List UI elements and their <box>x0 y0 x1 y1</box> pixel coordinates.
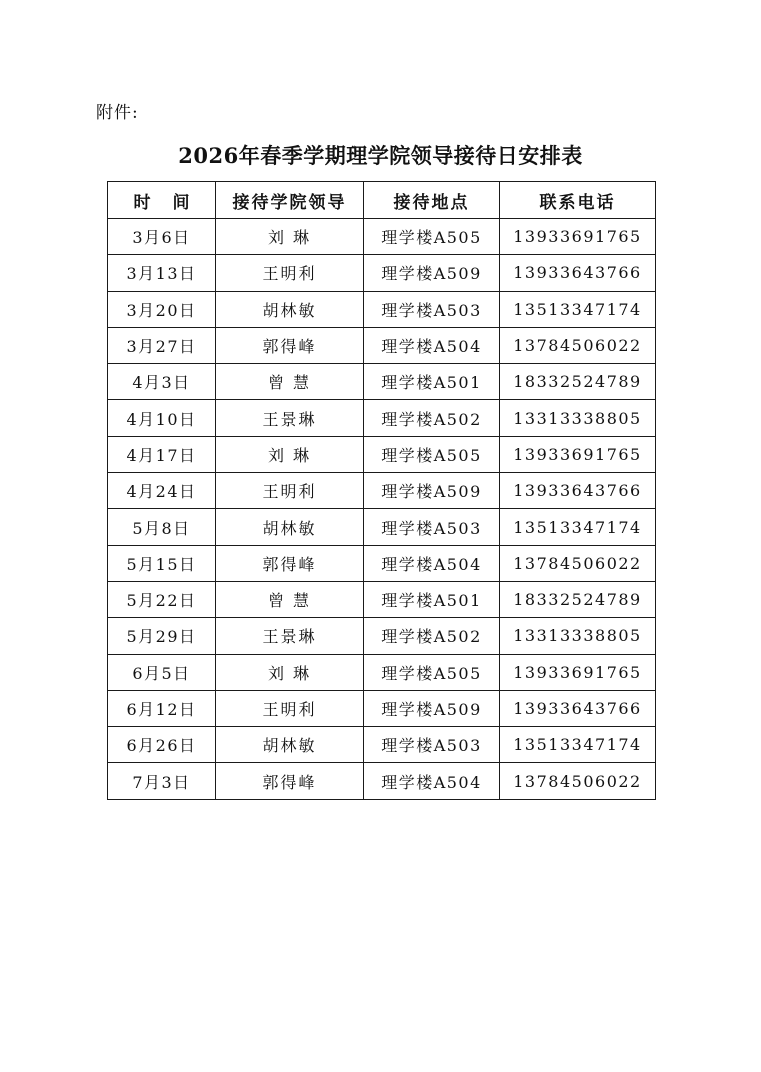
cell-place: 理学楼A502 <box>364 400 500 436</box>
cell-date: 4月3日 <box>108 364 216 400</box>
cell-leader: 王景琳 <box>216 618 364 654</box>
cell-date: 3月6日 <box>108 219 216 255</box>
document-title: 2026年春季学期理学院领导接待日安排表 <box>178 143 583 168</box>
cell-place: 理学楼A503 <box>364 727 500 763</box>
cell-phone: 13313338805 <box>500 618 656 654</box>
cell-place: 理学楼A501 <box>364 581 500 617</box>
cell-phone: 13933643766 <box>500 473 656 509</box>
cell-phone: 13933691765 <box>500 654 656 690</box>
table-row <box>108 327 656 363</box>
cell-phone: 13513347174 <box>500 291 656 327</box>
cell-leader: 曾 慧 <box>216 581 364 617</box>
table-row <box>108 364 656 400</box>
cell-place: 理学楼A503 <box>364 291 500 327</box>
table-row <box>108 509 656 545</box>
cell-leader: 郭得峰 <box>216 763 364 799</box>
cell-leader: 王明利 <box>216 255 364 291</box>
cell-phone: 18332524789 <box>500 364 656 400</box>
cell-date: 3月27日 <box>108 327 216 363</box>
table-row <box>108 291 656 327</box>
cell-date: 5月8日 <box>108 509 216 545</box>
cell-phone: 18332524789 <box>500 581 656 617</box>
cell-leader: 郭得峰 <box>216 545 364 581</box>
table-row <box>108 255 656 291</box>
cell-date: 3月13日 <box>108 255 216 291</box>
cell-leader: 刘 琳 <box>216 436 364 472</box>
table-row <box>108 545 656 581</box>
cell-place: 理学楼A504 <box>364 763 500 799</box>
cell-phone: 13784506022 <box>500 545 656 581</box>
cell-date: 6月26日 <box>108 727 216 763</box>
cell-place: 理学楼A504 <box>364 327 500 363</box>
cell-date: 7月3日 <box>108 763 216 799</box>
table-row <box>108 581 656 617</box>
cell-place: 理学楼A505 <box>364 219 500 255</box>
cell-place: 理学楼A505 <box>364 436 500 472</box>
cell-date: 4月17日 <box>108 436 216 472</box>
table-row <box>108 219 656 255</box>
cell-date: 4月10日 <box>108 400 216 436</box>
cell-leader: 王景琳 <box>216 400 364 436</box>
cell-leader: 胡林敏 <box>216 727 364 763</box>
cell-phone: 13933691765 <box>500 436 656 472</box>
cell-date: 5月29日 <box>108 618 216 654</box>
table-row <box>108 618 656 654</box>
cell-leader: 王明利 <box>216 473 364 509</box>
cell-place: 理学楼A509 <box>364 690 500 726</box>
cell-date: 5月22日 <box>108 581 216 617</box>
table-body <box>108 219 656 800</box>
cell-phone: 13784506022 <box>500 763 656 799</box>
cell-phone: 13513347174 <box>500 727 656 763</box>
cell-date: 4月24日 <box>108 473 216 509</box>
cell-place: 理学楼A503 <box>364 509 500 545</box>
cell-place: 理学楼A509 <box>364 255 500 291</box>
cell-phone: 13513347174 <box>500 509 656 545</box>
cell-place: 理学楼A504 <box>364 545 500 581</box>
cell-date: 6月12日 <box>108 690 216 726</box>
cell-phone: 13933643766 <box>500 255 656 291</box>
cell-leader: 胡林敏 <box>216 291 364 327</box>
cell-leader: 曾 慧 <box>216 364 364 400</box>
header-place: 接待地点 <box>364 182 500 219</box>
cell-leader: 刘 琳 <box>216 219 364 255</box>
reception-schedule-table <box>107 181 656 800</box>
table-header-row <box>108 182 656 219</box>
table-row <box>108 654 656 690</box>
cell-leader: 胡林敏 <box>216 509 364 545</box>
table-row <box>108 763 656 799</box>
header-phone: 联系电话 <box>500 182 656 219</box>
table-row <box>108 473 656 509</box>
attachment-label: 附件: <box>96 103 139 123</box>
table-row <box>108 727 656 763</box>
cell-date: 3月20日 <box>108 291 216 327</box>
header-leader: 接待学院领导 <box>216 182 364 219</box>
cell-date: 6月5日 <box>108 654 216 690</box>
cell-place: 理学楼A502 <box>364 618 500 654</box>
cell-leader: 刘 琳 <box>216 654 364 690</box>
table-row <box>108 400 656 436</box>
table-row <box>108 436 656 472</box>
table-row <box>108 690 656 726</box>
cell-place: 理学楼A505 <box>364 654 500 690</box>
cell-phone: 13313338805 <box>500 400 656 436</box>
header-date: 时间 <box>108 182 216 219</box>
cell-place: 理学楼A509 <box>364 473 500 509</box>
cell-leader: 郭得峰 <box>216 327 364 363</box>
cell-phone: 13933691765 <box>500 219 656 255</box>
cell-phone: 13784506022 <box>500 327 656 363</box>
cell-leader: 王明利 <box>216 690 364 726</box>
cell-place: 理学楼A501 <box>364 364 500 400</box>
cell-phone: 13933643766 <box>500 690 656 726</box>
cell-date: 5月15日 <box>108 545 216 581</box>
